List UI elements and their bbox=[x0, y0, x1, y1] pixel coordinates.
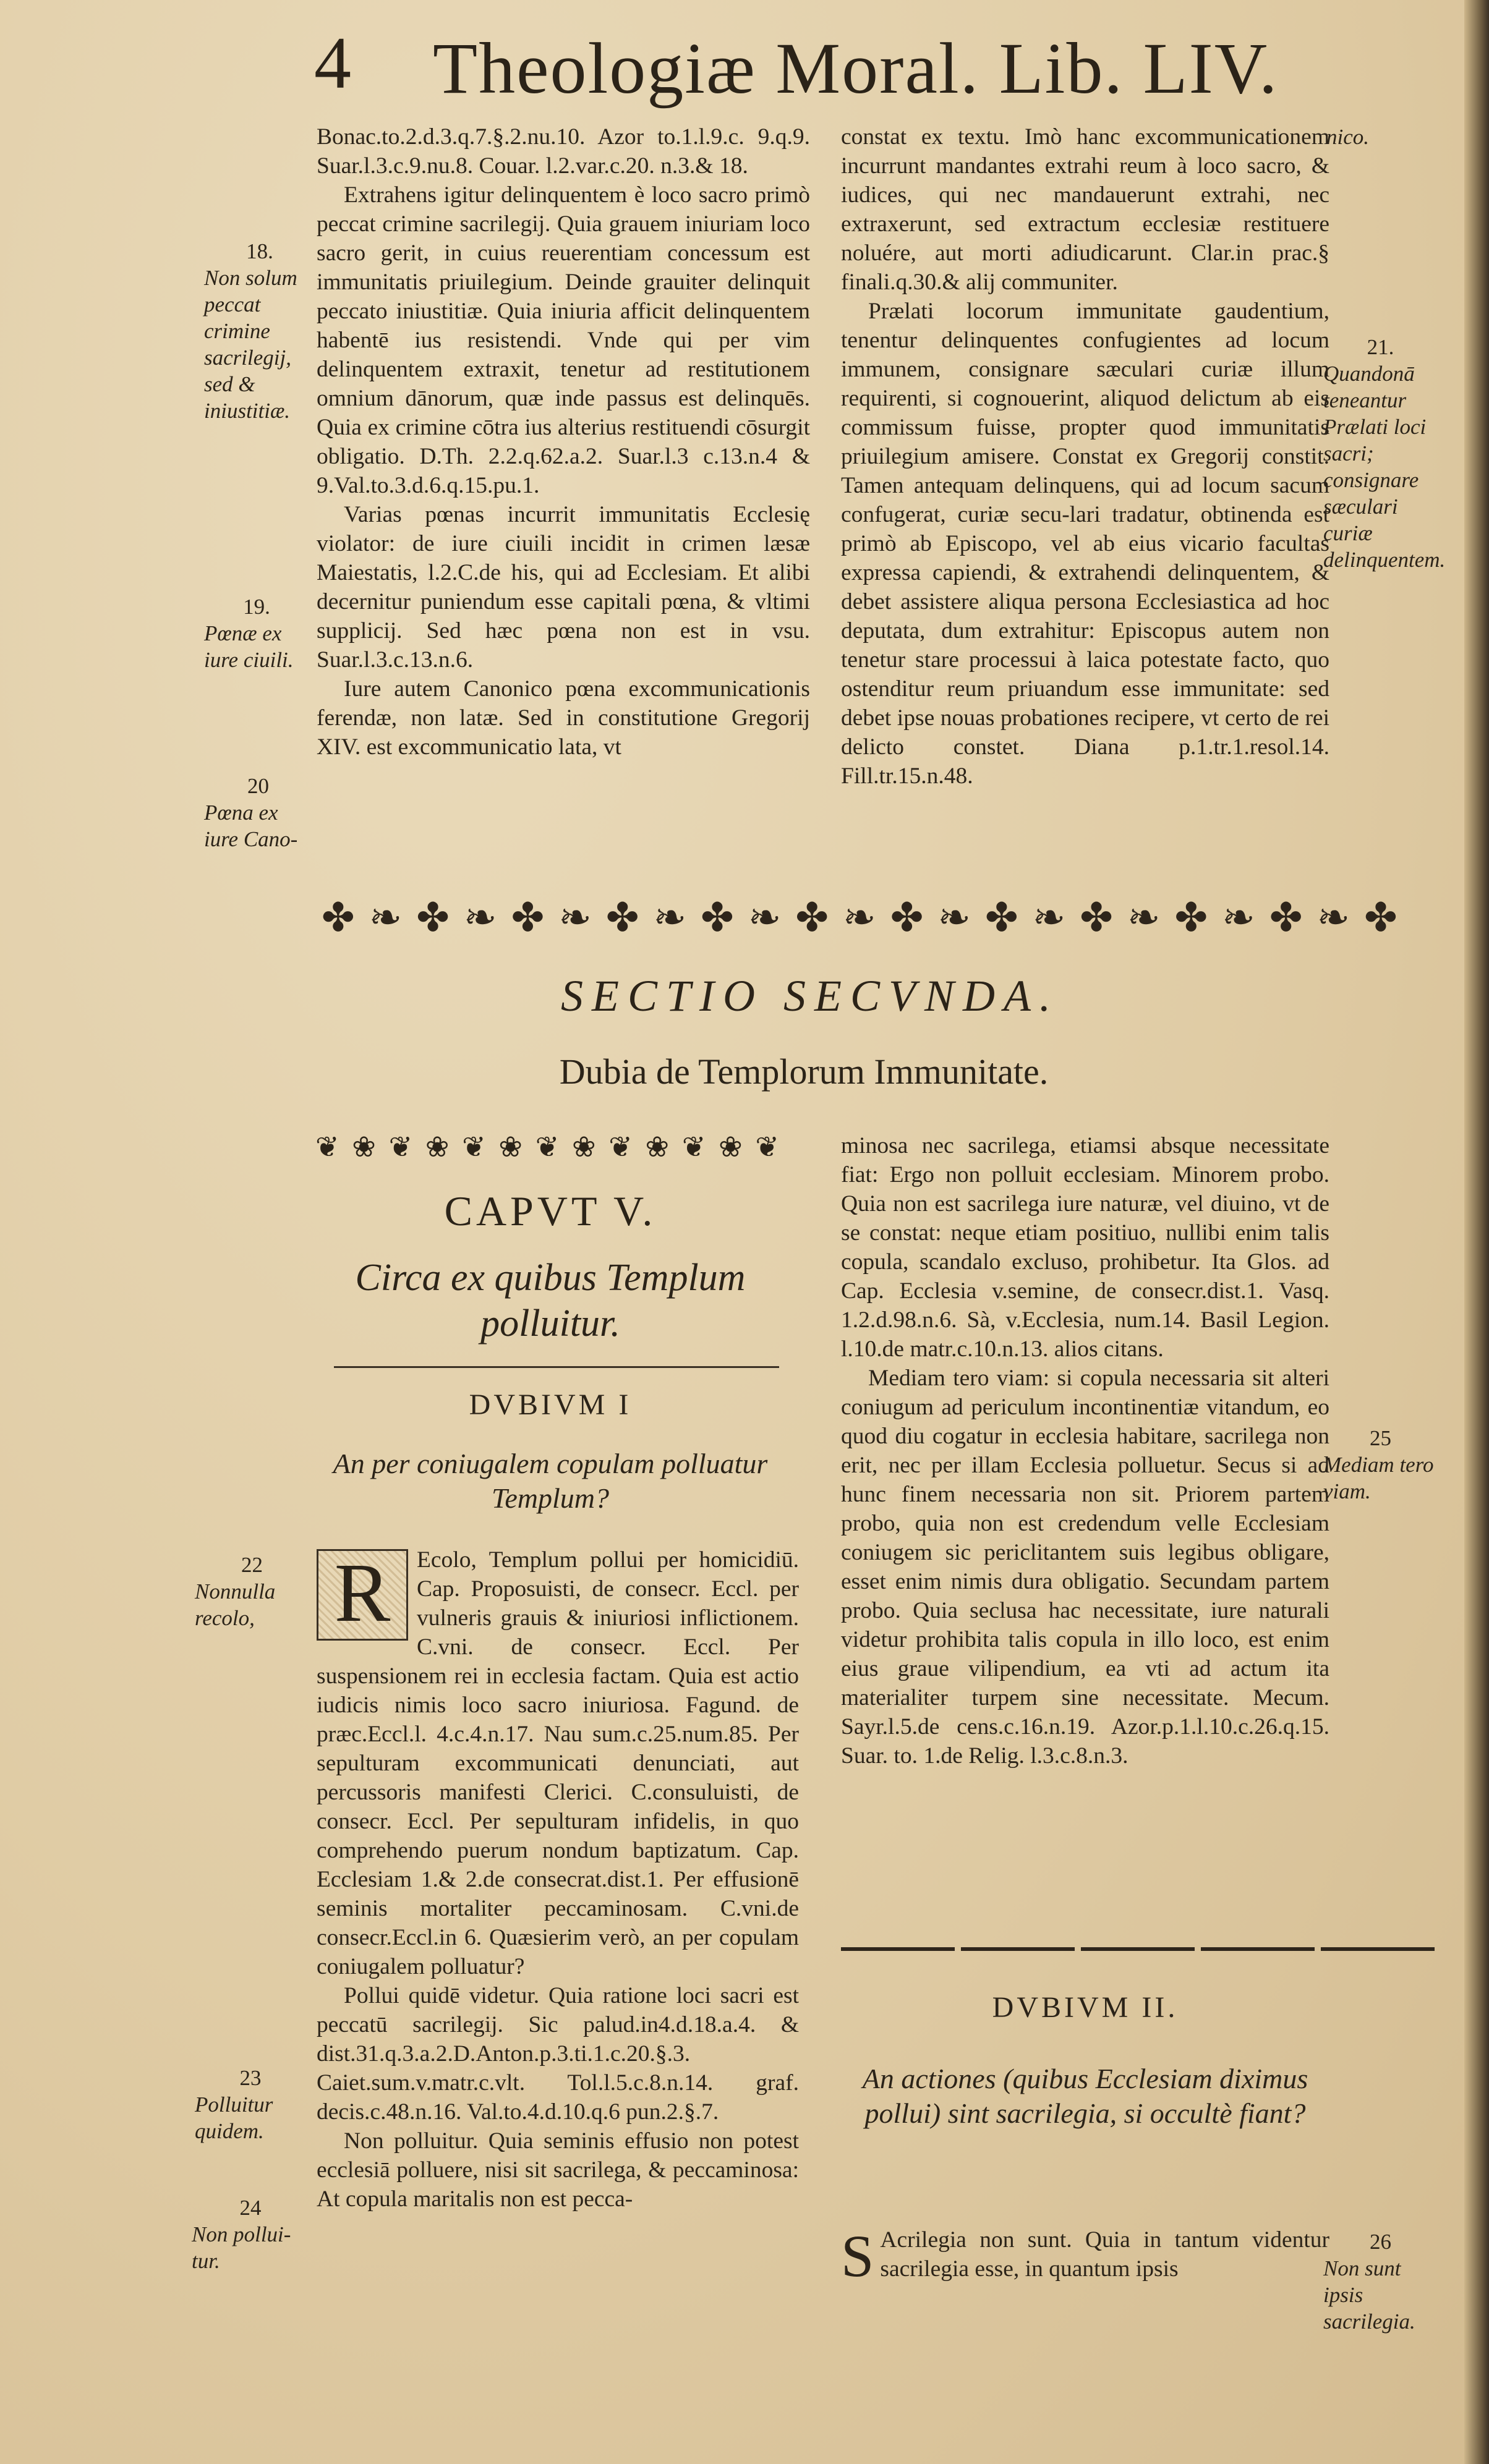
paragraph: R Ecolo, Templum pollui per homicidiū. Cap. Proposuisti, de consecr. Eccl. per vulneris grauis & iniuriosi inflictionem. C.vni. de consecr. Eccl. Per suspensionem rei in ecclesia factam. Quia est actio iudicis nimis loco sacro iniuriosa. Fagund. de præc.Eccl.l. 4.c.4.n.17. Nau sum.c.25.num.85. Per sepulturam excommunicati denunciati, aut percussoris manifesti Clerici. C.consuluisti, de consecr. Eccl. Per sepulturam infidelis, in quo comprehendo puerum nondum baptizatum. Cap. Ecclesiam 1.& 2.de consecrat.dist.1. Per effusionē seminis mortaliter peccaminosam. C.vni.de consecr.Eccl.in 6. Quæsierim verò, an per copulam coniugalem polluatur? bbox=[317, 1547, 799, 1979]
paragraph: Mediam tero viam: si copula necessaria sit alteri coniugum ad periculum incontinentiæ vitandum, eo quod diu cogatur in ecclesia habitare, sacrilega non erit, nec per illam Ecclesia polluetur. Secus si ad hunc finem necessaria non sit. Priorem partem probo, quia non est credendum velle Ecclesiam coniugem sic periclitantem suis legibus obligare, esset enim nimis dura obligatio. Secundam partem probo. Quia seclusa hac necessitate, iure naturali videtur prohibita talis copula in illo loco, est enim eius graue vilipendium, ea vti ad actum ita materialiter turpem sine necessitate. Mecum. Sayr.l.5.de cens.c.16.n.19. Azor.p.1.l.10.c.26.q.15. Suar. to. 1.de Relig. l.3.c.8.n.3. bbox=[841, 1366, 1329, 1769]
paragraph: minosa nec sacrilega, etiamsi absque necessitate fiat: Ergo non polluit ecclesiam. Minorem probo. Quia non est sacrilega iure naturæ, vel diuino, vt de se constat: neque etiam positiuo, nullibi enim talis copula, scandalo excluso, prohibetur. Ita Glos. ad Cap. Ecclesia v.semine, de consecr.dist.1. Vasq. 1.2.d.98.n.6. Sà, v.Ecclesia, num.14. Basil Legion. l.10.de matr.c.10.n.13. alios citans. bbox=[841, 1133, 1329, 1362]
drop-cap-initial: S bbox=[841, 2223, 874, 2289]
page-number: 4 bbox=[314, 22, 351, 104]
paragraph: Varias pœnas incurrit immunitatis Ecclesię violator: de iure ciuili incidit in crimen læsæ Maiestatis, l.2.C.de his, qui ad Ecclesiam. Et alibi decernitur puniendum esse capitali pœna, & vltimi supplicij. Sed hæc pœna non est in vsu. Suar.l.3.c.13.n.6. bbox=[317, 502, 810, 673]
right-column-top bbox=[841, 122, 1329, 791]
paragraph: Bonac.to.2.d.3.q.7.§.2.nu.10. Azor to.1.l.9.c. 9.q.9. Suar.l.3.c.9.nu.8. Couar. l.2.var.c.20. n.3.& 18. bbox=[317, 124, 810, 179]
section-title: SECTIO SECVNDA. bbox=[560, 971, 1059, 1021]
running-title: Theologiæ Moral. Lib. LIV. bbox=[433, 28, 1279, 109]
paragraph: Pollui quidē videtur. Quia ratione loci sacri est peccatū sacrilegij. Sic palud.in4.d.18.a.4. & dist.31.q.3.a.2.D.Anton.p.3.ti.1.c.20.§.3. Caiet.sum.v.matr.c.vlt. Tol.l.5.c.8.n.14. graf. decis.c.48.n.16. Val.to.4.d.10.q.6 pun.2.§.7. bbox=[317, 1983, 799, 2125]
paragraph: S Acrilegia non sunt. Quia in tantum videntur sacrilegia esse, in quantum ipsis bbox=[841, 2223, 1329, 2289]
paragraph: constat ex textu. Imò hanc excommunicationem incurrunt mandantes extrahi reum à loco sacro, & iudices, qui nec mandauerunt extrahi, nec extraxerunt, sed extractum ecclesiæ restituere noluére, aut morti adiudicarunt. Clar.in prac.§ finali.q.30.& alij communiter. bbox=[841, 124, 1329, 295]
margin-note-24: 24 Non pollui-tur. bbox=[192, 2196, 291, 2273]
dubium-heading: DVBIVM II. bbox=[992, 1991, 1179, 2024]
drop-cap-initial: R bbox=[317, 1549, 408, 1641]
book-gutter bbox=[1464, 0, 1489, 2464]
paragraph: Non polluitur. Quia seminis effusio non potest ecclesiā polluere, nisi sit sacrilega, & peccaminosa: At copula maritalis non est pecca- bbox=[317, 2128, 799, 2212]
margin-note-18: 18. Non solum peccat crimine sacrilegij, sed & iniustitiæ. bbox=[204, 239, 297, 423]
section-subtitle: Dubia de Templorum Immunitate. bbox=[559, 1051, 1049, 1092]
paragraph: Extrahens igitur delinquentem è loco sacro primò peccat crimine sacrilegij. Quia grauem iniuriam loco sacro gerit, in cuius reuerentiam concessum est immunitatis priuilegium. Deinde grauiter delinquit peccato iniustitiæ. Quia iniuria afficit delinquentem habentē ius resistendi. Vnde qui per vim delinquentem extraxit, tenetur ad restitutionem omnium dānorum, quæ inde passus est delinquēs. Quia ex crimine cōtra ius alterius restituendi cōsurgit obligatio. D.Th. 2.2.q.62.a.2. Suar.l.3 c.13.n.4 & 9.Val.to.3.d.6.q.15.pu.1. bbox=[317, 182, 810, 498]
chapter-rule bbox=[334, 1366, 779, 1368]
separator-rules bbox=[841, 1947, 1435, 1951]
dubium-question: An per coniugalem copulam polluatur Templum? bbox=[333, 1448, 768, 1514]
dubium-question: An actiones (quibus Ecclesiam diximus pollui) sint sacrilegia, si occultè fiant? bbox=[862, 2063, 1308, 2129]
fleuron-ornament-band: ✤ ❧ ✤ ❧ ✤ ❧ ✤ ❧ ✤ ❧ ✤ ❧ ✤ ❧ ✤ ❧ ✤ ❧ ✤ ❧ ✤ ❧ ✤ bbox=[322, 896, 1397, 940]
right-column-bottom bbox=[841, 1131, 1329, 1770]
margin-note-22: 22 Nonnulla recolo, bbox=[195, 1553, 276, 1630]
margin-note-19: 19. Pœnæ ex iure ciuili. bbox=[204, 595, 294, 672]
headpiece-ornament: ❦ ❀ ❦ ❀ ❦ ❀ ❦ ❀ ❦ ❀ ❦ ❀ ❦ bbox=[315, 1131, 779, 1163]
margin-note-23: 23 Polluitur quidem. bbox=[195, 2066, 273, 2143]
paragraph: Iure autem Canonico pœna excommunicationis ferendæ, non latæ. Sed in constitutione Gregorij XIV. est excommunicatio lata, vt bbox=[317, 676, 810, 760]
chapter-heading: CAPVT V. bbox=[444, 1187, 657, 1234]
right-column-dubium-2 bbox=[841, 2223, 1329, 2289]
paragraph: Prælati locorum immunitate gaudentium, tenentur delinquentes confugientes ad locum immunem, consignare sæculari curiæ illum requirenti, si cognouerint, aliquod delictum ab eis commissum fuisse, propter quod immunitatis priuilegium amisere. Constat ex Gregorij constit. Tamen antequam delinquens, qui ad locum sacum confugerat, curiæ secu-lari tradatur, obtinenda est primò ab Episcopo, vel ab eius vicario facultas expressa capiendi, & extrahendi delinquentem, & debet assistere aliqua persona Ecclesiastica ad hoc deputata, dum extrahitur: Episcopus autem non tenetur stare processui à laica potestate facto, quo ostenditur reum priuandum esse immunitate: sed debet ipse nouas probationes recipere, vt certo de rei delicto constet. Diana p.1.tr.1.resol.14. Fill.tr.15.n.48. bbox=[841, 299, 1329, 789]
margin-note-26: 26 Non sunt ipsis sacrilegia. bbox=[1323, 2230, 1415, 2334]
left-column-top bbox=[317, 122, 810, 762]
left-column-bottom bbox=[317, 1545, 799, 2214]
margin-note-20: 20 Pœna ex iure Cano- bbox=[204, 774, 298, 851]
dubium-heading: DVBIVM I bbox=[469, 1388, 632, 1421]
chapter-title: Circa ex quibus Templum polluitur. bbox=[355, 1257, 746, 1345]
margin-note-21: 21. Quandonā teneantur Prælati loci sacri; consignare sæculari curiæ delinquentem. bbox=[1323, 335, 1446, 572]
margin-note-nico: nico. bbox=[1326, 125, 1370, 149]
margin-note-25: 25 Mediam tero viam. bbox=[1323, 1426, 1434, 1503]
